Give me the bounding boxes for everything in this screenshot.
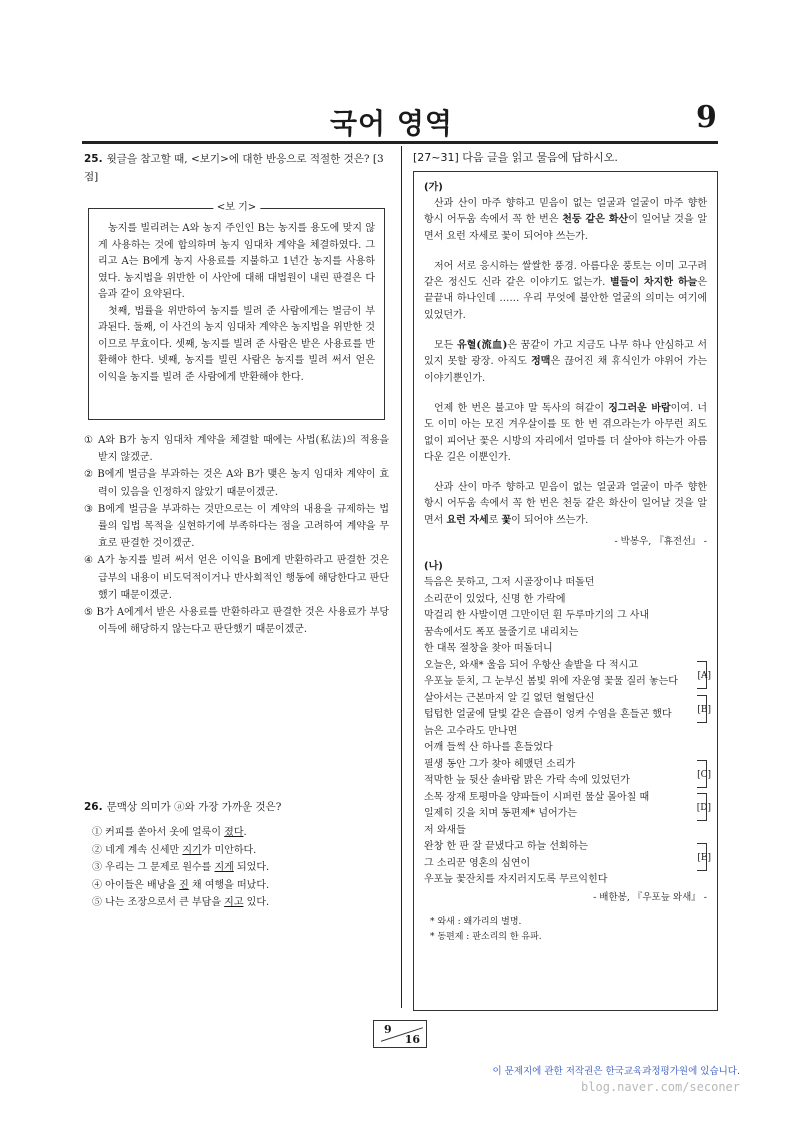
footnote: * 동편제 : 판소리의 한 유파. [430, 931, 542, 942]
question-number: 26. [84, 801, 103, 813]
column-divider [401, 146, 402, 1008]
poem-line: 필생 동안 그가 찾아 헤맸던 소리가 [424, 758, 576, 770]
poem-line: 완창 한 판 잘 끝냈다고 하늘 선회하는 [424, 841, 588, 853]
underlined-word: 지기 [182, 844, 202, 856]
underlined-word: 지고 [224, 897, 244, 909]
question-26-options [84, 824, 389, 912]
page-number: 9 [696, 100, 717, 135]
question-25-options [84, 432, 389, 638]
question-25-prompt [84, 150, 389, 186]
answer-option[interactable] [92, 842, 389, 860]
bracket-tag-b: [B] [697, 705, 711, 716]
poem-line: 소리꾼이 있었다, 신명 한 가락에 [424, 593, 566, 605]
bracket-tag-c: [C] [697, 770, 711, 781]
question-text: 윗글을 참고할 때, <보기>에 대한 반응으로 적절한 것은? [3점] [84, 153, 384, 183]
option-text: 채 여행을 떠났다. [188, 879, 270, 891]
passage-heading: [27~31] 다음 글을 읽고 물음에 답하시오. [413, 151, 618, 164]
text: 산과 산이 마주 향하고 믿음이 없는 얼굴과 얼굴이 마주 향한 항시 어두움 속에서 꼭 한 번은 [424, 198, 707, 226]
question-26-prompt [84, 798, 389, 816]
poem-line: 어깨 들썩 산 하나를 흔들었다 [424, 742, 553, 754]
bogi-label: <보 기> [213, 201, 260, 215]
question-26 [84, 798, 389, 912]
option-text: ⑤ 나는 조장으로서 큰 부담을 [92, 897, 225, 909]
bold-phrase: 요런 자세 [446, 514, 489, 526]
answer-option[interactable] [92, 824, 389, 842]
answer-option[interactable] [92, 877, 389, 895]
answer-option[interactable]: ④ A가 농지를 빌려 써서 얻은 이익을 B에게 반환하라고 판결한 것은 급부의 내용이 비도덕적이거나 반사회적인 행동에 해당한다고 판단했기 때문이겠군. [84, 555, 389, 601]
header-rule [82, 141, 718, 144]
bold-phrase: 꽃 [501, 514, 512, 526]
poem-line: 오늘은, 와새* 울음 되어 우항산 솔밭을 다 적시고 [424, 659, 638, 671]
option-text: 되었다. [233, 862, 270, 874]
poem-line: 살아서는 근본마저 알 길 없던 혈혈단신 [424, 692, 595, 704]
answer-option[interactable]: ② B에게 벌금을 부과하는 것은 A와 B가 맺은 농지 임대차 계약이 효력이 있음을 인정하지 않았기 때문이겠군. [84, 469, 389, 498]
poem-line: 늙은 고수라도 만나면 [424, 725, 518, 737]
text: 이 일어날 것을 알면서 요런 자세로 꽃이 되어야 쓰는가. [424, 214, 707, 242]
answer-option[interactable] [92, 859, 389, 877]
bogi-box [88, 202, 385, 420]
text: 은 끝끝내 하나인데 …… 우리 무엇에 불안한 얼굴의 의미는 여기에 있었던가. [424, 277, 707, 321]
poem-line: 텁텁한 얼굴에 달빛 같은 슬픔이 엉켜 수염을 흔들곤 했다 [424, 709, 672, 721]
section-na-label: (나) [424, 561, 443, 573]
option-text: 있다. [243, 897, 270, 909]
bold-phrase: 징그러운 바람 [608, 402, 671, 414]
text: 은 끊어진 채 휴식인가 야위어 가는 이야기뿐인가. [424, 356, 707, 384]
question-number: 25. [84, 153, 103, 165]
question-text: 문맥상 의미가 ⓐ와 가장 가까운 것은? [106, 801, 282, 813]
answer-option[interactable] [92, 894, 389, 912]
text: 저어 서로 응시하는 쌀쌀한 풍경. 아름다운 풍토는 이미 고구려 같은 정신도 신라 같은 이야기도 없는가. [424, 260, 707, 289]
poem-paragraph [424, 480, 707, 529]
footnotes [424, 915, 707, 945]
poem-line: 소목 장재 토평마을 양파들이 시퍼런 물살 몰아칠 때 [424, 791, 650, 803]
poem-line: 우포늪 둔치, 그 눈부신 봄빛 위에 자운영 꽃물 질러 놓는다 [424, 676, 678, 688]
answer-option[interactable]: ① A와 B가 농지 임대차 계약을 체결할 때에는 사법(私法)의 적용을 받지 않겠군. [84, 435, 389, 464]
poem-paragraph [424, 401, 707, 466]
poem-line: 저 와새들 [424, 824, 466, 836]
text: 로 [488, 514, 502, 526]
bracket-tag-a: [A] [697, 671, 711, 682]
text: 산과 산이 마주 향하고 믿음이 없는 얼굴과 얼굴이 마주 향한 항시 어두움 속에서 꼭 한 번은 천둥 같은 화산이 일어날 것을 알면서 [424, 482, 707, 526]
text: 이여. 너도 이미 아는 모진 겨우살이를 또 한 번 겪으라는가 아무런 죄도 없이 피어난 꽃은 시방의 자리에서 얼마를 더 살아야 하는가 아름다운 길은 이뿐인가. [424, 402, 707, 463]
right-column [413, 150, 718, 1011]
bold-phrase: 정맥 [531, 356, 551, 368]
option-text: ① 커피를 쏟아서 옷에 얼룩이 [92, 827, 225, 838]
page-indicator [373, 1020, 427, 1048]
answer-option[interactable]: ⑤ B가 A에게서 받은 사용료를 반환하라고 판결한 것은 사용료가 부당 이득에 해당하지 않는다고 판단했기 때문이겠군. [84, 607, 389, 636]
option-text: ② 네게 계속 신세만 [92, 844, 183, 856]
poem-paragraph [424, 259, 707, 324]
answer-option[interactable]: ③ B에게 벌금을 부과하는 것만으로는 이 계약의 내용을 규제하는 법률의 입법 목적을 실현하기에 부족하다는 점을 고려하여 계약을 무효로 판결한 것이겠군. [84, 503, 389, 550]
underlined-word: 졌다 [224, 827, 244, 838]
source-citation: - 배한봉, 『우포늪 와새』 - [593, 891, 707, 903]
option-text: . [243, 827, 247, 838]
bracket-tag-e: [E] [697, 853, 711, 864]
poem-line: 적막한 늪 뒷산 솔바람 맑은 가락 속에 있었던가 [424, 775, 630, 787]
bogi-paragraph: 농지를 빌리려는 A와 농지 주인인 B는 농지를 용도에 맞지 않게 사용하는 것에 합의하며 농지 임대차 계약을 체결하였다. 그리고 A는 B에게 농지 사용료를 지불하고 1년간 농지를 사용하였다. 농지법을 위반한 이 사안에 대해 대법원이 내린 판결은 다음과 같이 요약된다. [98, 223, 375, 300]
section-ga-label: (가) [424, 182, 443, 193]
text: 모든 [434, 340, 458, 352]
underlined-word: 지게 [214, 862, 234, 874]
poem-paragraph [424, 338, 707, 387]
bold-phrase: 별들이 차지한 하늘 [610, 277, 698, 289]
page-title: 국어 영역 [330, 107, 453, 140]
poem-line: 막걸리 한 사발이면 그만이던 흰 두루마기의 그 사내 [424, 610, 650, 622]
poem-line: 한 대목 절창을 찾아 떠돌더니 [424, 643, 553, 655]
page-current: 9 [384, 1023, 392, 1036]
poem-line: 일제히 깃을 치며 동편제* 넘어가는 [424, 808, 577, 820]
footnote: * 와새 : 왜가리의 별명. [430, 916, 522, 927]
option-text: ④ 아이들은 배낭을 [92, 879, 180, 891]
left-column [84, 150, 389, 638]
watermark: blog.naver.com/seconer [581, 1080, 740, 1094]
poem-line: 우포늪 꽃잔치를 자지러지도록 무르익힌다 [424, 874, 608, 886]
option-text: 가 미안하다. [201, 844, 257, 856]
poem-paragraph [424, 196, 707, 245]
text: 이 되어야 쓰는가. [511, 514, 589, 526]
copyright-notice: 이 문제지에 관한 저작권은 한국교육과정평가원에 있습니다. [492, 1066, 740, 1077]
text: 은 꿈같이 가고 지금도 나무 하나 안심하고 서 있지 못할 광장. 아직도 [424, 340, 707, 368]
underlined-word: 진 [179, 879, 189, 891]
passage-box [413, 171, 718, 1011]
bracket-tag-d: [D] [696, 803, 711, 814]
option-text: ③ 우리는 그 문제로 원수를 [92, 862, 215, 874]
page-header [0, 100, 800, 140]
poem-na [424, 575, 711, 889]
bold-phrase: 천둥 같은 화산 [562, 214, 629, 226]
page-total: 16 [404, 1033, 420, 1046]
poem-line: 그 소리꾼 영혼의 심연이 [424, 857, 531, 869]
bogi-paragraph: 첫째, 법률을 위반하여 농지를 빌려 준 사람에게는 벌금이 부과된다. 둘째, 이 사건의 농지 임대차 계약은 농지법을 위반한 것이므로 무효이다. 셋째, 농지를 빌려 준 사람은 받은 사용료를 반환해야 한다. 넷째, 농지를 빌린 사람은 농지를 빌려 써서 얻은 이익을 농지를 빌려 준 사람에게 반환해야 한다. [98, 305, 375, 383]
poem-line: 꿈속에서도 폭포 물줄기로 내리치는 [424, 626, 579, 638]
poem-line: 득음은 못하고, 그저 시골장이나 떠돌던 [424, 577, 595, 589]
source-citation: - 박봉우, 『휴전선』 - [614, 536, 707, 548]
text: 언제 한 번은 불고야 말 독사의 혀같이 [434, 402, 609, 414]
bold-phrase: 유혈(流血) [457, 340, 508, 352]
